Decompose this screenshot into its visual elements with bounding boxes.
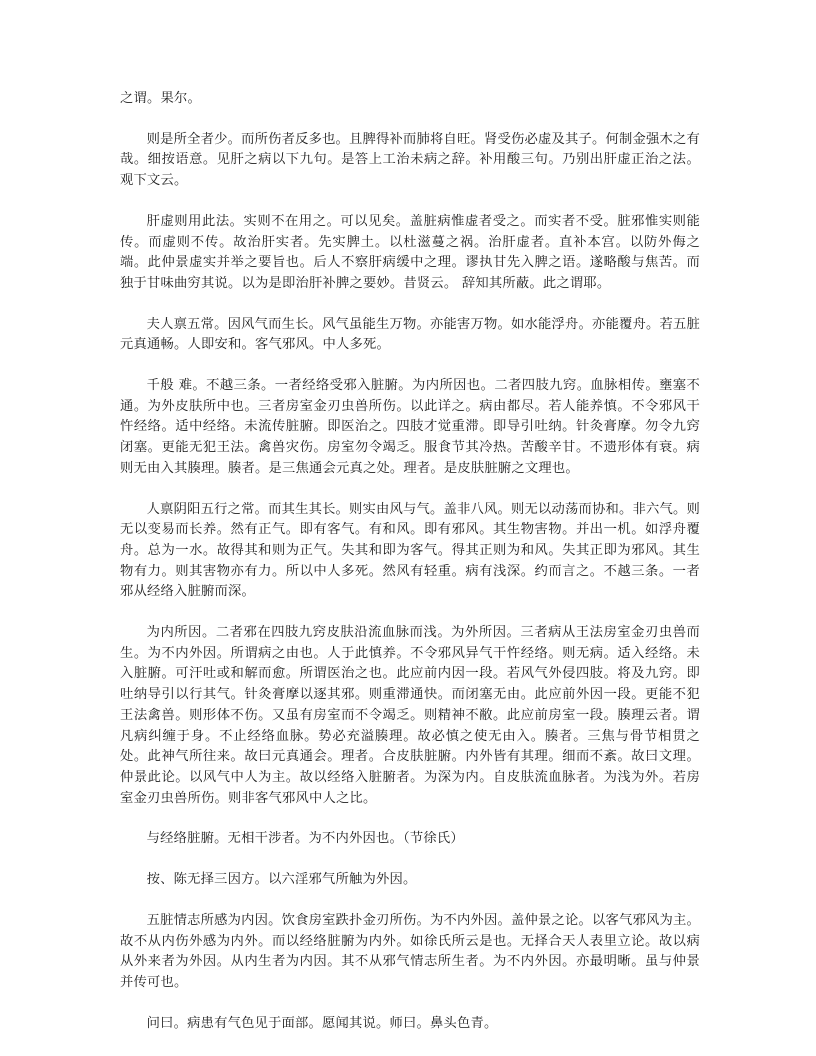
paragraph-5: 千般 难。不越三条。一者经络受邪入脏腑。为内所因也。二者四肢九窍。血脉相传。壅塞不通。为外皮肤所中也。三者房室金刃虫兽所伤。以此详之。病由都尽。若人能养慎。不令邪风干忤经络。适中经络。未流传脏腑。即医治之。四肢才觉重滞。即导引吐纳。针灸膏摩。勿令九窍闭塞。更能无犯王法。禽兽灾伤。房室勿令竭乏。服食节其冷热。苦酸辛甘。不遗形体有衰。病则无由入其腠理。腠者。是三焦通会元真之处。理者。是皮肤脏腑之文理也。 [120, 378, 700, 476]
paragraph-3: 肝虚则用此法。实则不在用之。可以见矣。盖脏病惟虚者受之。而实者不受。脏邪惟实则能传。而虚则不传。故治肝实者。先实脾土。以杜滋蔓之祸。治肝虚者。直补本宫。以防外侮之端。此仲景虚实并举之要旨也。后人不察肝病缓中之理。谬执甘先入脾之语。遂略酸与焦苦。而独于甘味曲穷其说。以为是即治肝补脾之要妙。昔贤云。 辞知其所蔽。此之谓耶。 [120, 213, 700, 291]
document-page [120, 89, 700, 1054]
paragraph-7: 为内所因。二者邪在四肢九窍皮肤沿流血脉而浅。为外所因。三者病从王法房室金刃虫兽而生。为不内外因。所谓病之由也。人于此慎养。不令邪风异气干忤经络。则无病。适入经络。未入脏腑。可汗吐或和解而愈。所谓医治之也。此应前内因一段。若风气外侵四肢。将及九窍。即吐纳导引以行其气。针灸膏摩以逐其邪。则重滞通快。而闭塞无由。此应前外因一段。更能不犯王法禽兽。则形体不伤。又虽有房室而不令竭乏。则精神不敝。此应前房室一段。腠理云者。谓凡病纠缠于身。不止经络血脉。势必充溢腠理。故必慎之使无由入。腠者。三焦与骨节相贯之处。此神气所往来。故曰元真通会。理者。合皮肤脏腑。内外皆有其理。细而不紊。故曰文理。仲景此论。以风气中人为主。故以经络入脏腑者。为深为内。自皮肤流血脉者。为浅为外。若房室金刃虫兽所伤。则非客气邪风中人之比。 [120, 625, 700, 806]
paragraph-8: 与经络脏腑。无相干涉者。为不内外因也。（节徐氏） [146, 831, 464, 847]
paragraph-2: 则是所全者少。而所伤者反多也。且脾得补而肺将自旺。肾受伤必虚及其子。何制金强木之有哉。细按语意。见肝之病以下九句。是答上工治未病之辞。补用酸三句。乃别出肝虚正治之法。观下文云。 [120, 131, 700, 189]
paragraph-10: 五脏情志所感为内因。饮食房室跌扑金刃所伤。为不内外因。盖仲景之论。以客气邪风为主。故不从内伤外感为内外。而以经络脏腑为内外。如徐氏所云是也。无择合天人表里立论。故以病从外来者为外因。从内生者为内因。其不从邪气情志所生者。为不内外因。亦最明晰。虽与仲景并传可也。 [120, 912, 700, 990]
paragraph-11: 问曰。病患有气色见于面部。愿闻其说。师曰。鼻头色青。 [146, 1015, 498, 1031]
paragraph-4: 夫人禀五常。因风气而生长。风气虽能生万物。亦能害万物。如水能浮舟。亦能覆舟。若五脏元真通畅。人即安和。客气邪风。中人多死。 [120, 316, 700, 353]
paragraph-1: 之谓。果尔。 [120, 91, 201, 106]
paragraph-9: 按、陈无择三因方。以六淫邪气所触为外因。 [146, 872, 417, 888]
paragraph-6: 人禀阴阳五行之常。而其生其长。则实由风与气。盖非八风。则无以动荡而协和。非六气。则无以变易而长养。然有正气。即有客气。有和风。即有邪风。其生物害物。并出一机。如浮舟覆舟。总为一水。故得其和则为正气。失其和即为客气。得其正则为和风。失其正即为邪风。其生物有力。则其害物亦有力。所以中人多死。然风有轻重。病有浅深。约而言之。不越三条。一者邪从经络入脏腑而深。 [120, 501, 700, 600]
